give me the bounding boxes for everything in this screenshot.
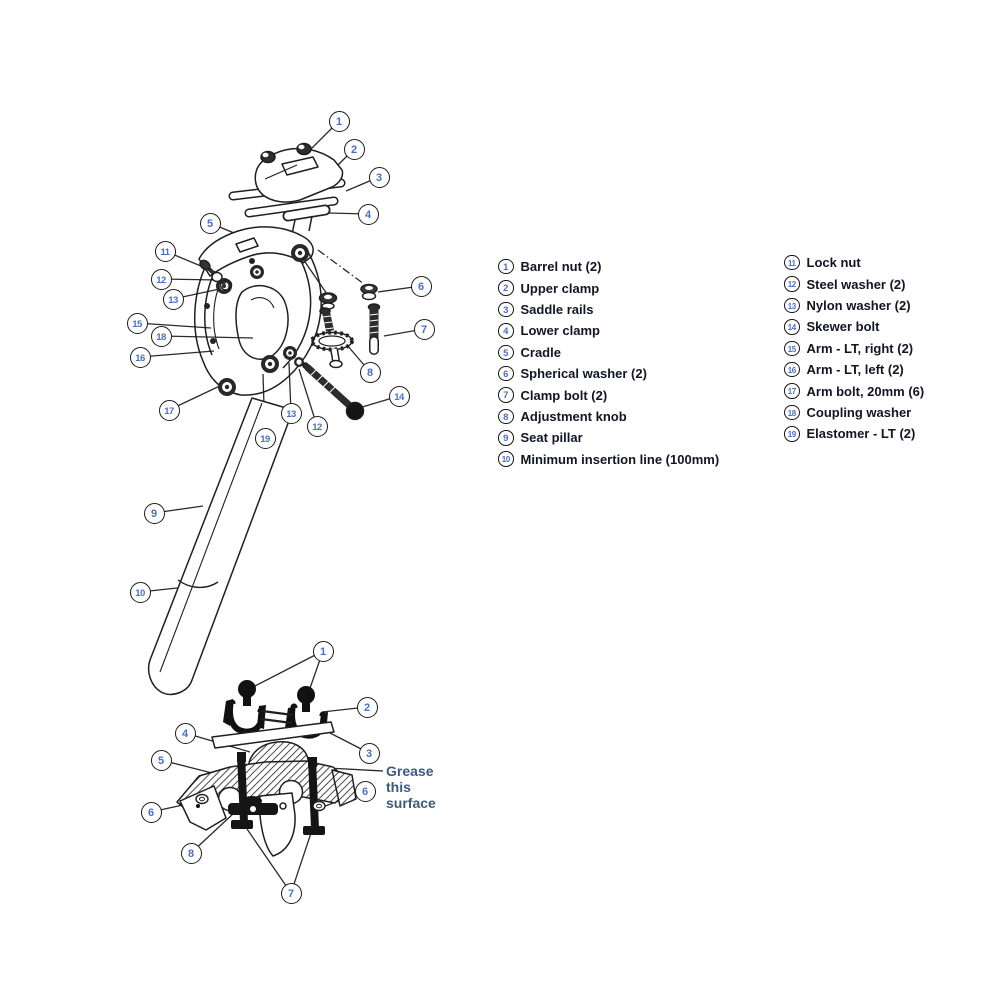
- callout-2: 2: [357, 697, 378, 718]
- part-label: Spherical washer (2): [520, 366, 647, 382]
- callout-12: 12: [307, 416, 328, 437]
- parts-list-item: [784, 402, 924, 423]
- callout-7: 7: [281, 883, 302, 904]
- part-number-badge: 7: [498, 387, 514, 403]
- parts-list-item: [498, 406, 719, 427]
- parts-list-item: [498, 277, 719, 298]
- callout-7: 7: [414, 319, 435, 340]
- parts-list-item: [498, 427, 719, 448]
- part-number-badge: 6: [498, 366, 514, 382]
- part-number-badge: 9: [498, 430, 514, 446]
- callout-18: 18: [151, 326, 172, 347]
- part-label: Cradle: [520, 344, 561, 360]
- parts-list-item: [498, 449, 719, 470]
- part-label: Lower clamp: [520, 323, 600, 339]
- callout-10: 10: [130, 582, 151, 603]
- callout-6: 6: [355, 781, 376, 802]
- part-label: Steel washer (2): [806, 276, 906, 292]
- callout-15: 15: [127, 313, 148, 334]
- parts-list-item: [498, 384, 719, 405]
- part-label: Arm - LT, left (2): [806, 362, 904, 378]
- parts-list-item: [498, 342, 719, 363]
- part-number-badge: 10: [498, 451, 514, 467]
- part-number-badge: 4: [498, 323, 514, 339]
- part-number-badge: 5: [498, 345, 514, 361]
- callout-17: 17: [159, 400, 180, 421]
- part-number-badge: 19: [784, 426, 800, 442]
- part-number-badge: 2: [498, 280, 514, 296]
- parts-list-item: [784, 273, 924, 294]
- part-label: Saddle rails: [520, 301, 594, 317]
- parts-list-item: [498, 299, 719, 320]
- parts-list-item: [784, 338, 924, 359]
- part-number-badge: 16: [784, 362, 800, 378]
- part-label: Nylon washer (2): [806, 297, 911, 313]
- callout-11: 11: [155, 241, 176, 262]
- callout-16: 16: [130, 347, 151, 368]
- callout-14: 14: [389, 386, 410, 407]
- parts-list-item: [498, 363, 719, 384]
- parts-list-left: [498, 256, 719, 470]
- callout-9: 9: [144, 503, 165, 524]
- callout-4: 4: [175, 723, 196, 744]
- part-label: Seat pillar: [520, 430, 583, 446]
- parts-list-item: [784, 295, 924, 316]
- callout-3: 3: [369, 167, 390, 188]
- parts-list-item: [784, 359, 924, 380]
- part-number-badge: 8: [498, 409, 514, 425]
- parts-list-item: [784, 252, 924, 273]
- part-number-badge: 18: [784, 405, 800, 421]
- part-label: Elastomer - LT (2): [806, 426, 916, 442]
- part-label: Upper clamp: [520, 280, 600, 296]
- part-number-badge: 14: [784, 319, 800, 335]
- part-number-badge: 12: [784, 276, 800, 292]
- part-label: Arm bolt, 20mm (6): [806, 383, 925, 399]
- part-number-badge: 11: [784, 255, 800, 271]
- callout-6: 6: [141, 802, 162, 823]
- parts-list-item: [784, 380, 924, 401]
- part-label: Minimum insertion line (100mm): [520, 451, 720, 467]
- callout-4: 4: [358, 204, 379, 225]
- part-number-badge: 13: [784, 298, 800, 314]
- callout-12: 12: [151, 269, 172, 290]
- callout-1: 1: [313, 641, 334, 662]
- part-number-badge: 3: [498, 302, 514, 318]
- part-label: Barrel nut (2): [520, 259, 602, 275]
- callout-8: 8: [181, 843, 202, 864]
- part-number-badge: 15: [784, 341, 800, 357]
- callout-13: 13: [163, 289, 184, 310]
- parts-list-item: [784, 316, 924, 337]
- parts-list-item: [498, 320, 719, 341]
- part-label: Adjustment knob: [520, 408, 627, 424]
- parts-list-item: [498, 256, 719, 277]
- part-number-badge: 1: [498, 259, 514, 275]
- part-label: Clamp bolt (2): [520, 387, 608, 403]
- callout-6: 6: [411, 276, 432, 297]
- parts-list-right: [784, 252, 924, 445]
- part-label: Skewer bolt: [806, 319, 880, 335]
- callout-5: 5: [151, 750, 172, 771]
- callout-13: 13: [281, 403, 302, 424]
- callout-3: 3: [359, 743, 380, 764]
- callout-19: 19: [255, 428, 276, 449]
- part-number-badge: 17: [784, 383, 800, 399]
- part-label: Coupling washer: [806, 404, 912, 420]
- callout-2: 2: [344, 139, 365, 160]
- callout-8: 8: [360, 362, 381, 383]
- part-label: Arm - LT, right (2): [806, 340, 914, 356]
- parts-list-item: [784, 423, 924, 444]
- callout-1: 1: [329, 111, 350, 132]
- callout-5: 5: [200, 213, 221, 234]
- grease-note: Grease this surface: [386, 763, 436, 812]
- part-label: Lock nut: [806, 255, 861, 271]
